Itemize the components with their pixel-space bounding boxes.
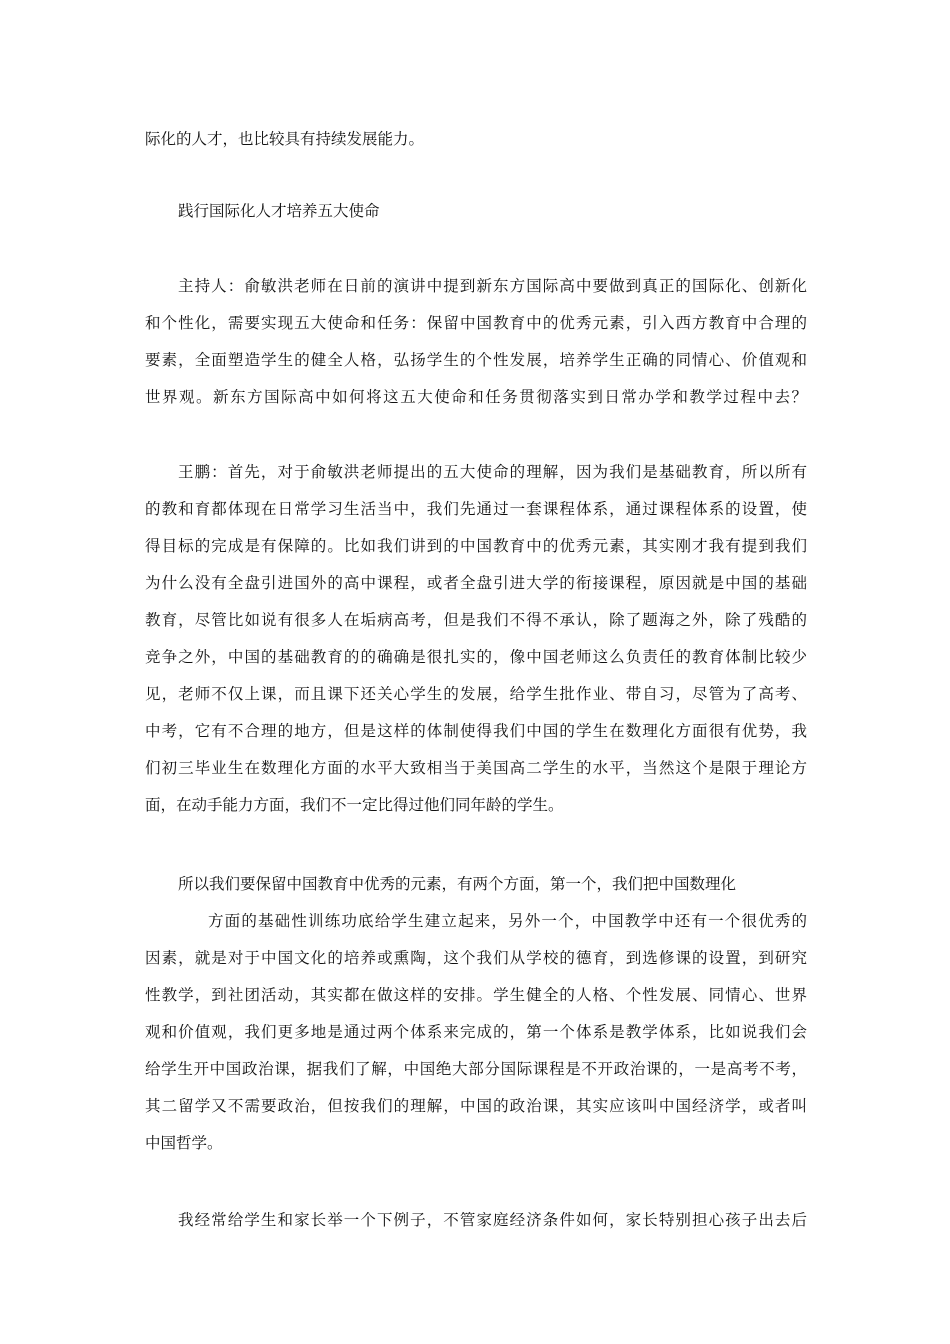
host-question-line: 世界观。新东方国际高中如何将这五大使命和任务贯彻落实到日常办学和教学过程中去？ [145,388,807,406]
preserve-elements-line: 性教学，到社团活动，其实都在做这样的安排。学生健全的人格、个性发展、同情心、世界 [145,986,807,1004]
wangpeng-answer-line: 竞争之外，中国的基础教育的的确确是很扎实的，像中国老师这么负责任的教育体制比较少 [145,648,807,666]
wangpeng-answer-line: 教育，尽管比如说有很多人在垢病高考，但是我们不得不承认，除了题海之外，除了残酷的 [145,611,807,629]
preserve-elements-line: 所以我们要保留中国教育中优秀的元素，有两个方面，第一个，我们把中国数理化 [178,875,737,893]
intro-line: 际化的人才，也比较具有持续发展能力。 [145,130,425,148]
preserve-elements-line: 中国哲学。 [145,1134,223,1152]
host-question-line: 和个性化，需要实现五大使命和任务：保留中国教育中的优秀元素，引入西方教育中合理的 [145,314,807,332]
wangpeng-answer-line: 王鹏：首先，对于俞敏洪老师提出的五大使命的理解，因为我们是基础教育，所以所有 [178,463,807,481]
example-line: 我经常给学生和家长举一个下例子，不管家庭经济条件如何，家长特别担心孩子出去后 [178,1211,807,1229]
wangpeng-answer-line: 们初三毕业生在数理化方面的水平大致相当于美国高二学生的水平，当然这个是限于理论方 [145,759,807,777]
host-question-line: 主持人：俞敏洪老师在日前的演讲中提到新东方国际高中要做到真正的国际化、创新化 [178,277,807,295]
preserve-elements-line: 观和价值观，我们更多地是通过两个体系来完成的，第一个体系是教学体系，比如说我们会 [145,1023,807,1041]
wangpeng-answer-line: 的教和育都体现在日常学习生活当中，我们先通过一套课程体系，通过课程体系的设置，使 [145,500,807,518]
preserve-elements-line: 其二留学又不需要政治，但按我们的理解，中国的政治课，其实应该叫中国经济学，或者叫 [145,1097,807,1115]
wangpeng-answer-line: 面，在动手能力方面，我们不一定比得过他们同年龄的学生。 [145,796,564,814]
preserve-elements-line: 方面的基础性训练功底给学生建立起来，另外一个，中国教学中还有一个很优秀的 [208,912,807,930]
host-question-line: 要素，全面塑造学生的健全人格，弘扬学生的个性发展，培养学生正确的同情心、价值观和 [145,351,807,369]
wangpeng-answer-line: 为什么没有全盘引进国外的高中课程，或者全盘引进大学的衔接课程，原因就是中国的基础 [145,574,807,592]
preserve-elements-line: 因素，就是对于中国文化的培养或熏陶，这个我们从学校的德育，到选修课的设置，到研究 [145,949,807,967]
wangpeng-answer-line: 中考，它有不合理的地方，但是这样的体制使得我们中国的学生在数理化方面很有优势，我 [145,722,807,740]
preserve-elements-line: 给学生开中国政治课，据我们了解，中国绝大部分国际课程是不开政治课的，一是高考不考， [145,1060,807,1078]
wangpeng-answer-line: 得目标的完成是有保障的。比如我们讲到的中国教育中的优秀元素，其实刚才我有提到我们 [145,537,807,555]
section-heading: 践行国际化人才培养五大使命 [178,202,380,220]
wangpeng-answer-line: 见，老师不仅上课，而且课下还关心学生的发展，给学生批作业、带自习，尽管为了高考、 [145,685,807,703]
